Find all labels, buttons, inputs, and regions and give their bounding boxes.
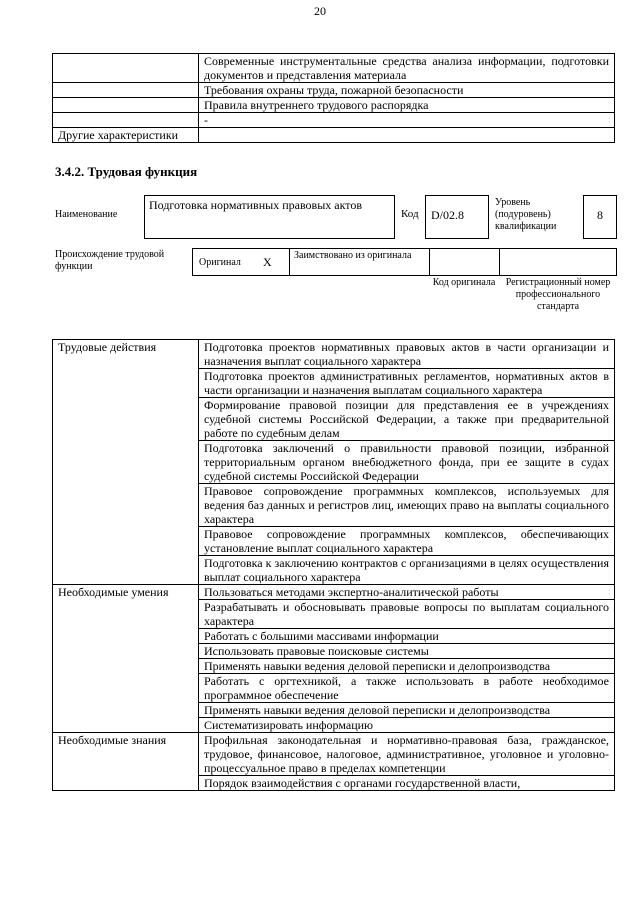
row-value: Современные инструментальные средства анализа информации, подготовки документов и представления материала <box>199 54 615 83</box>
characteristics-table <box>52 53 615 143</box>
code-value: D/02.8 <box>431 208 464 222</box>
table-row <box>53 113 615 128</box>
table-row <box>53 54 615 83</box>
code-label: Код <box>401 208 419 220</box>
level-value-box <box>583 195 617 239</box>
section-item: Профильная законодательная и нормативно-правовая база, гражданское, трудовое, финансовое, налоговое, административное, уголовное и уголовно-процессуальное право в пределах компетенции <box>199 733 615 776</box>
row-value <box>199 128 615 143</box>
table-row <box>53 128 615 143</box>
section-item: Работать с большими массивами информации <box>199 629 615 644</box>
row-value: Правила внутреннего трудового распорядка <box>199 98 615 113</box>
origin-label: Происхождение трудовой функции <box>55 249 165 272</box>
table-row <box>53 83 615 98</box>
name-label: Наименование <box>55 209 118 220</box>
name-value-box <box>144 195 395 239</box>
section-item: Использовать правовые поисковые системы <box>199 644 615 659</box>
table-row <box>53 585 615 600</box>
table-row <box>53 340 615 369</box>
section-label: Необходимые знания <box>53 733 199 791</box>
table-row <box>53 733 615 776</box>
labor-function-table <box>52 339 615 791</box>
section-item: Систематизировать информацию <box>199 718 615 733</box>
section-label: Трудовые действия <box>53 340 199 585</box>
level-value: 8 <box>597 208 603 222</box>
section-item: Подготовка проектов административных регламентов, нормативных актов в части организации и назначения выплатам социального характера <box>199 369 615 398</box>
section-item: Порядок взаимодействия с органами государственной власти, <box>199 776 615 791</box>
section-item: Пользоваться методами экспертно-аналитической работы <box>199 585 615 600</box>
section-item: Подготовка к заключению контрактов с организациями в целях осуществления выплат социального характера <box>199 556 615 585</box>
page-number: 20 <box>314 4 326 18</box>
code-value-box <box>425 195 489 239</box>
reg-number-caption: Регистрационный номер профессионального стандарта <box>505 277 611 312</box>
reg-number-cell <box>499 248 617 276</box>
origin-code-caption: Код оригинала <box>432 277 496 288</box>
section-label: Необходимые умения <box>53 585 199 733</box>
row-value: Требования охраны труда, пожарной безопасности <box>199 83 615 98</box>
section-item: Применять навыки ведения деловой переписки и делопроизводства <box>199 659 615 674</box>
section-item: Правовое сопровождение программных комплексов, обеспечивающих установление выплат социального характера <box>199 527 615 556</box>
section-item: Разрабатывать и обосновывать правовые вопросы по выплатам социального характера <box>199 600 615 629</box>
row-value: - <box>199 113 615 128</box>
section-item: Работать с оргтехникой, а также использовать в работе необходимое программное обеспечение <box>199 674 615 703</box>
section-item: Формирование правовой позиции для представления ее в учреждениях судебной системы Российской Федерации, а также при предварительной работе по судебным делам <box>199 398 615 441</box>
section-item: Подготовка заключений о правильности правовой позиции, избранной территориальным органом внебюджетного фонда, при ее защите в судах судебной системы Российской Федерации <box>199 441 615 484</box>
row-label: Другие характеристики <box>53 128 199 143</box>
borrowed-cell <box>289 248 430 276</box>
section-item: Применять навыки ведения деловой переписки и делопроизводства <box>199 703 615 718</box>
section-title: 3.4.2. Трудовая функция <box>55 164 198 179</box>
row-label <box>53 54 199 83</box>
table-row <box>53 98 615 113</box>
name-value: Подготовка нормативных правовых актов <box>149 198 363 212</box>
original-cell <box>192 248 290 276</box>
row-label <box>53 98 199 113</box>
origin-code-cell <box>429 248 500 276</box>
row-label <box>53 83 199 98</box>
section-item: Правовое сопровождение программных комплексов, используемых для ведения баз данных и регистров лиц, имеющих право на выплаты социального характера <box>199 484 615 527</box>
row-label <box>53 113 199 128</box>
original-label: Оригинал <box>199 257 241 268</box>
original-mark: X <box>263 255 272 269</box>
level-label: Уровень (подуровень) квалификации <box>495 197 557 232</box>
section-item: Подготовка проектов нормативных правовых актов в части организации и назначения выплат социального характера <box>199 340 615 369</box>
borrowed-label: Заимствовано из оригинала <box>294 250 412 261</box>
